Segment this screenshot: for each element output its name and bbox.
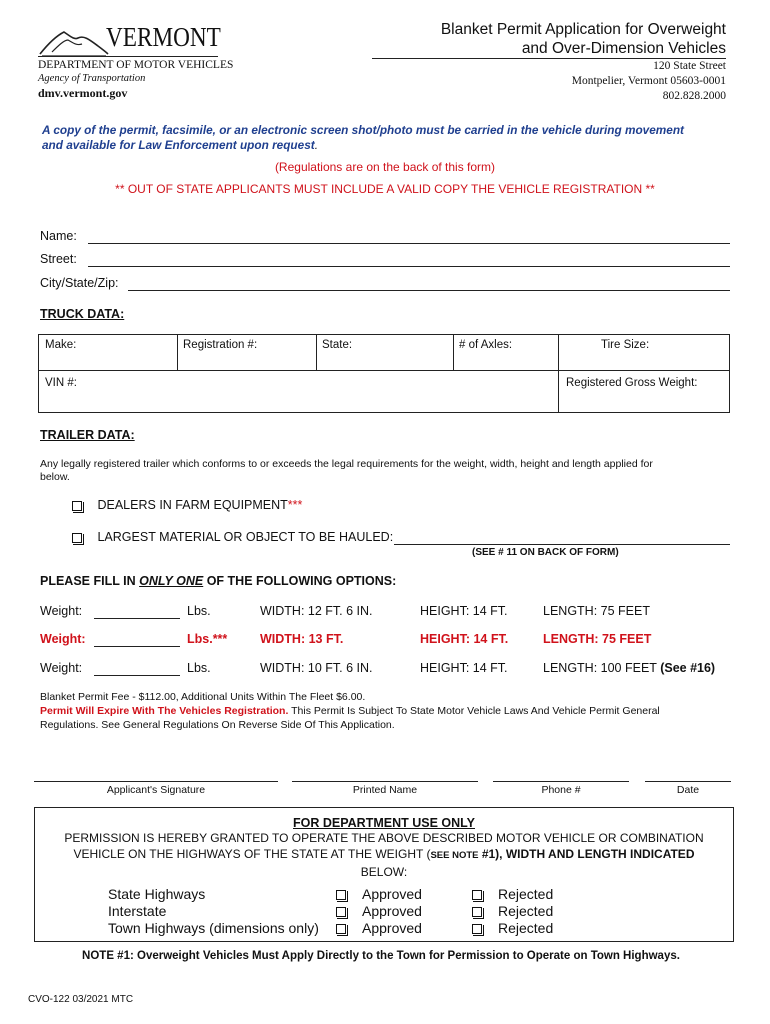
rejected-label-3: Rejected: [498, 920, 554, 936]
tire-size-label: Tire Size:: [601, 339, 650, 351]
department-rows: [108, 886, 319, 937]
vin-field[interactable]: [45, 377, 77, 389]
approved-row-3[interactable]: [336, 920, 422, 937]
form-title: [441, 20, 726, 58]
rejected-checkbox-1[interactable]: [472, 890, 482, 900]
approved-row-1[interactable]: [336, 886, 422, 903]
note-1: NOTE #1: Overweight Vehicles Must Apply Directly to the Town for Permission to Operate on Town Highways.: [82, 950, 680, 962]
truck-data-table: [38, 334, 730, 413]
approved-label-2: Approved: [362, 903, 422, 919]
options-heading-emphasis: ONLY ONE: [139, 574, 204, 588]
option-2-width: WIDTH: 13 FT.: [260, 632, 344, 646]
printed-name-label: Printed Name: [352, 784, 418, 796]
title-line-2: and Over-Dimension Vehicles: [521, 40, 726, 57]
permission-text: [35, 830, 733, 880]
road-town-highways: Town Highways (dimensions only): [108, 920, 319, 936]
permission-line-2b: #1), WIDTH AND LENGTH INDICATED: [478, 847, 695, 861]
gross-weight-label: Registered Gross Weight:: [566, 377, 698, 389]
gross-weight-field[interactable]: [566, 377, 697, 389]
axles-field[interactable]: [459, 339, 512, 351]
dealers-option[interactable]: [72, 498, 302, 512]
permission-line-1: PERMISSION IS HEREBY GRANTED TO OPERATE THE ABOVE DESCRIBED MOTOR VEHICLE OR COMBINATION: [64, 831, 704, 845]
approved-column: [336, 886, 422, 937]
approved-row-2[interactable]: [336, 903, 422, 920]
truck-data-heading: TRUCK DATA:: [40, 307, 125, 321]
option-2-weight-label: Weight:: [40, 632, 86, 646]
phone-number: 802.828.2000: [662, 90, 726, 102]
option-1-width: WIDTH: 12 FT. 6 IN.: [260, 604, 373, 618]
printed-name-field[interactable]: [292, 766, 478, 782]
rejected-column: [472, 886, 553, 937]
regulations-line: Regulations. See General Regulations On Reverse Side Of This Application.: [40, 719, 395, 731]
date-field[interactable]: [645, 766, 731, 782]
website: dmv.vermont.gov: [38, 86, 128, 100]
state-wordmark: VERMONT: [106, 22, 221, 52]
option-1-weight-field[interactable]: [94, 603, 180, 619]
approved-label-3: Approved: [362, 920, 422, 936]
rejected-row-1[interactable]: [472, 886, 553, 903]
largest-object-field[interactable]: [394, 530, 730, 545]
rejected-checkbox-2[interactable]: [472, 907, 482, 917]
permission-see-note: SEE NOTE: [430, 850, 479, 861]
department-heading: FOR DEPARTMENT USE ONLY: [293, 816, 475, 830]
street-field[interactable]: [88, 252, 730, 267]
option-3-weight-field[interactable]: [94, 660, 180, 676]
rejected-row-2[interactable]: [472, 903, 553, 920]
option-2-lbs: Lbs.***: [187, 632, 228, 646]
approved-checkbox-3[interactable]: [336, 924, 346, 934]
copy-notice-line-1: A copy of the permit, facsimile, or an electronic screen shot/photo must be carried in the vehicle during movement: [42, 123, 684, 137]
largest-object-option[interactable]: [72, 530, 393, 544]
address-block: [572, 59, 726, 104]
option-1-weight-label: Weight:: [40, 604, 83, 618]
option-2-length: LENGTH: 75 FEET: [543, 632, 652, 646]
dealers-label: DEALERS IN FARM EQUIPMENT: [97, 498, 288, 512]
form-id: CVO-122 03/2021 MTC: [28, 994, 134, 1005]
options-heading: [40, 574, 396, 588]
city-label: City/State/Zip:: [40, 276, 119, 290]
make-label: Make:: [45, 339, 77, 351]
option-3-length: [543, 661, 715, 675]
axles-label: # of Axles:: [459, 339, 513, 351]
option-2-height: HEIGHT: 14 FT.: [420, 632, 509, 646]
option-3-width: WIDTH: 10 FT. 6 IN.: [260, 661, 373, 675]
rejected-row-3[interactable]: [472, 920, 553, 937]
approved-label-1: Approved: [362, 886, 422, 902]
fee-line: Blanket Permit Fee - $112.00, Additional Units Within The Fleet $6.00.: [40, 691, 366, 703]
make-field[interactable]: [45, 339, 76, 351]
signature-field[interactable]: [34, 766, 278, 782]
option-1-height: HEIGHT: 14 FT.: [420, 604, 508, 618]
subject-text: This Permit Is Subject To State Motor Vehicle Laws And Vehicle Permit General: [288, 705, 660, 717]
registration-field[interactable]: [183, 339, 257, 351]
option-2-weight-field[interactable]: [94, 631, 180, 647]
registration-label: Registration #:: [183, 339, 258, 351]
date-label: Date: [676, 784, 700, 796]
options-heading-post: OF THE FOLLOWING OPTIONS:: [203, 574, 397, 588]
title-line-1: Blanket Permit Application for Overweight: [440, 21, 726, 38]
phone-label: Phone #: [541, 784, 581, 796]
permission-line-3: BELOW:: [360, 865, 408, 879]
dept-name: DEPARTMENT OF MOTOR VEHICLES: [38, 59, 234, 71]
address-line-1: 120 State Street: [653, 60, 726, 72]
address-line-2: Montpelier, Vermont 05603-0001: [571, 75, 726, 87]
vin-label: VIN #:: [45, 377, 77, 389]
approved-checkbox-1[interactable]: [336, 890, 346, 900]
road-interstate: Interstate: [108, 903, 167, 919]
approved-checkbox-2[interactable]: [336, 907, 346, 917]
regulations-notice: (Regulations are on the back of this form): [274, 160, 496, 174]
permission-line-2a: VEHICLE ON THE HIGHWAYS OF THE STATE AT THE WEIGHT (: [73, 847, 431, 861]
fee-block: [40, 690, 740, 732]
name-label: Name:: [40, 229, 77, 243]
option-1-lbs: Lbs.: [187, 604, 211, 618]
option-3-height: HEIGHT: 14 FT.: [420, 661, 508, 675]
option-3-length-value: LENGTH: 100 FEET: [543, 661, 657, 675]
name-field[interactable]: [88, 229, 730, 244]
copy-notice-line-2: and available for Law Enforcement upon request: [42, 138, 315, 152]
copy-notice: A copy of the permit, facsimile, or an electronic screen shot/photo must be carried in the vehicle during movement and available for Law Enforcement upon request.: [42, 123, 684, 152]
largest-object-label: LARGEST MATERIAL OR OBJECT TO BE HAULED:: [97, 530, 394, 544]
option-3-lbs: Lbs.: [187, 661, 211, 675]
street-label: Street:: [40, 252, 77, 266]
option-3-see-16: (See #16): [660, 661, 716, 675]
phone-field[interactable]: [493, 766, 629, 782]
dealers-checkbox[interactable]: [72, 501, 82, 511]
trailer-description-line-2: below.: [40, 471, 70, 483]
option-1-length: LENGTH: 75 FEET: [543, 604, 650, 618]
out-of-state-notice: ** OUT OF STATE APPLICANTS MUST INCLUDE A VALID COPY THE VEHICLE REGISTRATION **: [115, 182, 655, 196]
expire-warning: Permit Will Expire With The Vehicles Registration.: [40, 705, 289, 717]
options-heading-pre: PLEASE FILL IN: [40, 574, 140, 588]
see-11-note: (SEE # 11 ON BACK OF FORM): [472, 547, 619, 558]
trailer-data-heading: TRAILER DATA:: [40, 428, 135, 442]
signature-label: Applicant's Signature: [106, 784, 206, 796]
trailer-description: [40, 458, 732, 484]
logo-rule: [38, 56, 218, 57]
state-field[interactable]: [322, 339, 352, 351]
option-3-weight-label: Weight:: [40, 661, 83, 675]
mountain-icon: [38, 26, 110, 58]
trailer-description-line-1: Any legally registered trailer which conforms to or exceeds the legal requirements for the weight, width, height and length applied for: [40, 458, 653, 470]
road-state-highways: State Highways: [108, 886, 206, 902]
tire-size-field[interactable]: [601, 339, 649, 351]
dealers-mark: ***: [287, 498, 303, 512]
rejected-label-1: Rejected: [498, 886, 554, 902]
rejected-checkbox-3[interactable]: [472, 924, 482, 934]
rejected-label-2: Rejected: [498, 903, 554, 919]
city-state-zip-field[interactable]: [128, 276, 730, 291]
agency-name: Agency of Transportation: [38, 73, 146, 84]
largest-object-checkbox[interactable]: [72, 533, 82, 543]
state-label: State:: [322, 339, 353, 351]
